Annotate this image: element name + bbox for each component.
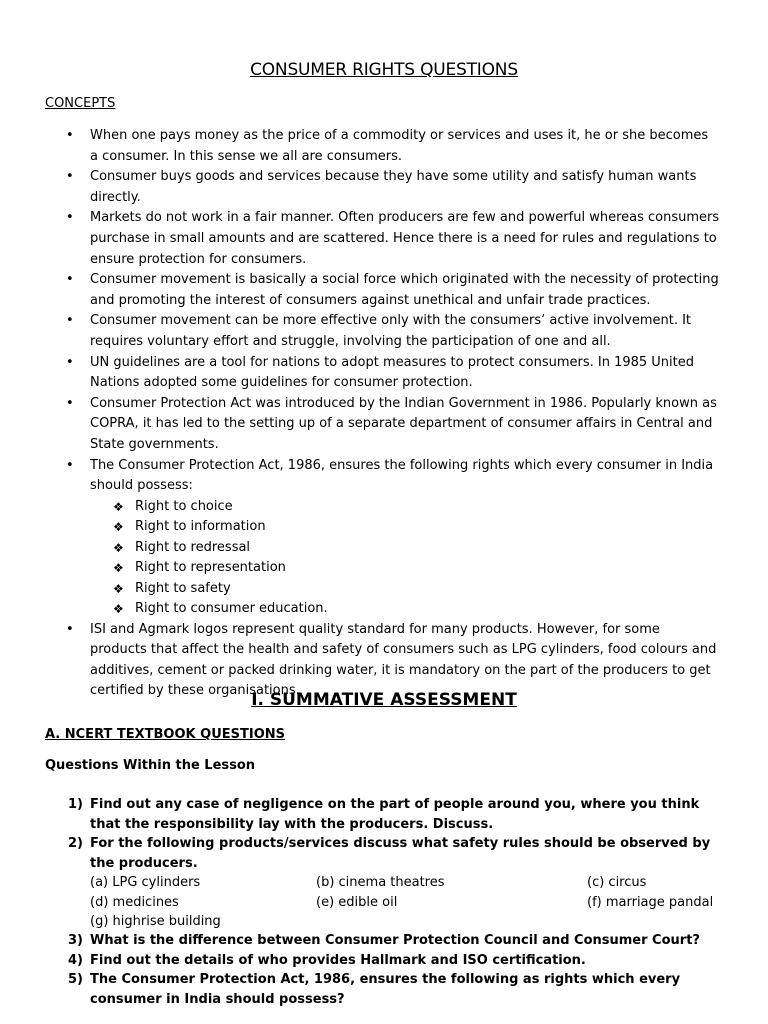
concepts-list bbox=[0, 126, 768, 702]
question-number: 2) bbox=[68, 836, 83, 851]
bullet-icon: • bbox=[66, 457, 74, 473]
questions-list bbox=[0, 795, 768, 1009]
question-text: For the following products/services discuss what safety rules should be observed by the producers. bbox=[90, 836, 711, 871]
list-item bbox=[0, 311, 768, 352]
bullet-icon: • bbox=[66, 313, 74, 329]
list-item-text: Consumer buys goods and services because they have some utility and satisfy human wants directly. bbox=[90, 169, 697, 205]
question-number: 1) bbox=[68, 797, 83, 812]
right-item-text: Right to redressal bbox=[135, 539, 251, 555]
list-item-text: Consumer movement is basically a social force which originated with the necessity of protecting and promoting the interest of consumers against unethical and unfair trade practices. bbox=[90, 272, 719, 308]
question-text: What is the difference between Consumer Protection Council and Consumer Court? bbox=[90, 933, 700, 948]
list-item-text: ISI and Agmark logos represent quality standard for many products. However, for some products that affect the health and safety of consumers such as LPG cylinders, food colours and additives, cement or packed drinking water, it is mandatory on the part of the producers to get certified by these organisations. bbox=[90, 621, 717, 699]
right-item bbox=[0, 538, 768, 559]
list-item-text: When one pays money as the price of a commodity or services and uses it, he or she becomes a consumer. In this sense we all are consumers. bbox=[90, 128, 709, 164]
bullet-icon: • bbox=[66, 169, 74, 185]
bullet-icon: • bbox=[66, 272, 74, 288]
subsection-heading: A. NCERT TEXTBOOK QUESTIONS bbox=[45, 727, 285, 742]
option-item: (f) marriage pandal bbox=[587, 894, 714, 910]
question-text: The Consumer Protection Act, 1986, ensures the following as rights which every consumer in India should possess? bbox=[90, 972, 681, 1007]
bullet-icon: • bbox=[66, 621, 74, 637]
bullet-icon: • bbox=[66, 395, 74, 411]
list-item-text: Markets do not work in a fair manner. Often producers are few and powerful whereas consumers purchase in small amounts and are scattered. Hence there is a need for rules and regulations to ensure protection for consumers. bbox=[90, 210, 720, 267]
rights-list bbox=[0, 497, 768, 620]
diamond-bullet-icon: ❖ bbox=[113, 561, 124, 576]
right-item-text: Right to representation bbox=[135, 560, 286, 576]
bullet-icon: • bbox=[66, 354, 74, 370]
question-text: Find out the details of who provides Hallmark and ISO certification. bbox=[90, 952, 586, 968]
right-item bbox=[0, 579, 768, 600]
diamond-bullet-icon: ❖ bbox=[113, 520, 124, 535]
question-options bbox=[0, 873, 768, 931]
page-title: CONSUMER RIGHTS QUESTIONS bbox=[250, 60, 518, 80]
list-item bbox=[0, 270, 768, 311]
diamond-bullet-icon: ❖ bbox=[113, 499, 124, 514]
question-number: 3) bbox=[68, 933, 83, 948]
question-number: 5) bbox=[68, 972, 83, 987]
list-item-text: Consumer movement can be more effective only with the consumers’ active involvement. It requires voluntary effort and struggle, involving the participation of one and all. bbox=[90, 313, 692, 349]
question-item bbox=[0, 970, 768, 1009]
list-item bbox=[0, 208, 768, 270]
bullet-icon: • bbox=[66, 210, 74, 226]
option-item: (g) highrise building bbox=[90, 914, 221, 929]
right-item-text: Right to information bbox=[135, 519, 266, 535]
list-item-text: The Consumer Protection Act, 1986, ensures the following rights which every consumer in India should possess: bbox=[90, 457, 714, 494]
option-item: (a) LPG cylinders bbox=[90, 875, 201, 890]
right-item bbox=[0, 497, 768, 518]
question-text: Find out any case of negligence on the part of people around you, where you think that the responsibility lay with the producers. Discuss. bbox=[90, 797, 700, 832]
question-item bbox=[0, 931, 768, 951]
option-item: (d) medicines bbox=[90, 894, 179, 910]
lesson-heading: Questions Within the Lesson bbox=[45, 758, 256, 773]
list-item-text: UN guidelines are a tool for nations to adopt measures to protect consumers. In 1985 United Nations adopted some guidelines for consumer protection. bbox=[90, 354, 695, 391]
question-item bbox=[0, 834, 768, 873]
list-item bbox=[0, 167, 768, 208]
right-item-text: Right to choice bbox=[135, 498, 233, 514]
question-item bbox=[0, 795, 768, 834]
question-number: 4) bbox=[68, 952, 83, 968]
option-item: (e) edible oil bbox=[316, 894, 398, 910]
right-item-text: Right to consumer education. bbox=[135, 601, 328, 617]
question-item bbox=[0, 951, 768, 971]
diamond-bullet-icon: ❖ bbox=[113, 602, 124, 617]
section-title: I. SUMMATIVE ASSESSMENT bbox=[251, 690, 517, 710]
list-item bbox=[0, 126, 768, 167]
list-item bbox=[0, 394, 768, 456]
option-item: (c) circus bbox=[587, 875, 647, 890]
option-item: (b) cinema theatres bbox=[316, 875, 445, 890]
right-item bbox=[0, 558, 768, 579]
bullet-icon: • bbox=[66, 128, 74, 143]
right-item-text: Right to safety bbox=[135, 580, 231, 596]
concepts-heading: CONCEPTS bbox=[45, 96, 116, 111]
list-item bbox=[0, 456, 768, 497]
list-item bbox=[0, 353, 768, 394]
right-item bbox=[0, 517, 768, 538]
diamond-bullet-icon: ❖ bbox=[113, 581, 124, 596]
diamond-bullet-icon: ❖ bbox=[113, 540, 124, 555]
list-item-text: Consumer Protection Act was introduced by the Indian Government in 1986. Popularly known as COPRA, it has led to the setting up of a separate department of consumer affairs in Central and State governments. bbox=[90, 395, 717, 452]
right-item bbox=[0, 599, 768, 620]
